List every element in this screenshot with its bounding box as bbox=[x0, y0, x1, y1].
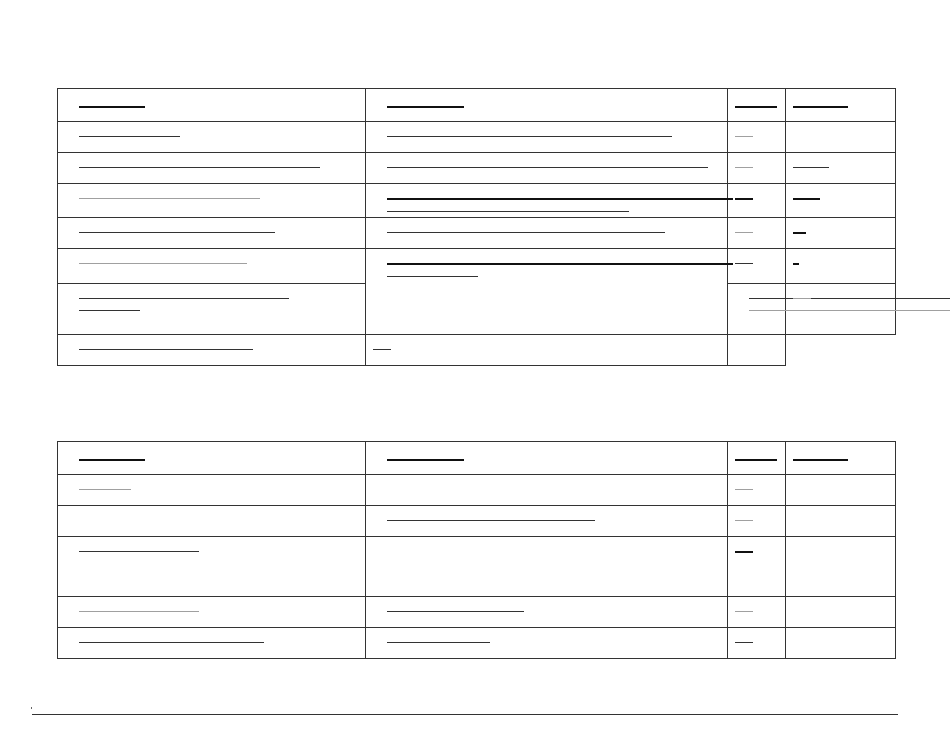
redacted-text bbox=[735, 167, 753, 168]
redacted-text bbox=[79, 167, 320, 168]
table-row bbox=[58, 249, 896, 284]
table-cell bbox=[728, 475, 786, 506]
table-cell bbox=[58, 537, 366, 597]
redacted-text bbox=[735, 611, 753, 612]
table-cell bbox=[728, 249, 786, 284]
redacted-text bbox=[79, 551, 199, 552]
redacted-text bbox=[79, 263, 247, 264]
redacted-text bbox=[79, 349, 253, 350]
table-cell bbox=[366, 184, 728, 218]
table-cell bbox=[786, 628, 896, 659]
table-cell bbox=[366, 597, 728, 628]
table-row bbox=[58, 506, 896, 537]
table-bottom bbox=[57, 441, 896, 659]
table-cell bbox=[366, 249, 728, 335]
redacted-text bbox=[387, 276, 478, 277]
redacted-text bbox=[79, 298, 289, 299]
header-cell bbox=[366, 442, 728, 475]
table-cell bbox=[786, 284, 896, 335]
table-cell bbox=[786, 249, 896, 284]
table-cell bbox=[728, 597, 786, 628]
table-row bbox=[58, 335, 896, 366]
redacted-text bbox=[793, 232, 806, 234]
table-cell bbox=[58, 218, 366, 249]
table-cell bbox=[58, 597, 366, 628]
redacted-header-text bbox=[735, 106, 777, 108]
table-cell bbox=[728, 537, 786, 597]
redacted-text bbox=[387, 611, 524, 612]
redacted-text bbox=[387, 520, 595, 521]
header-cell bbox=[786, 89, 896, 122]
table-cell bbox=[786, 184, 896, 218]
redacted-header-text bbox=[79, 106, 145, 108]
table-cell bbox=[786, 506, 896, 537]
table-cell bbox=[786, 122, 896, 153]
redacted-text bbox=[793, 167, 829, 168]
table-cell bbox=[58, 335, 366, 366]
table-cell bbox=[58, 153, 366, 184]
redacted-text bbox=[387, 198, 733, 200]
table-cell bbox=[786, 218, 896, 249]
table-row bbox=[58, 628, 896, 659]
table-top bbox=[57, 88, 896, 366]
footer-rule bbox=[32, 714, 898, 715]
table-cell bbox=[728, 335, 786, 366]
header-cell bbox=[728, 442, 786, 475]
table-cell bbox=[366, 475, 728, 506]
redacted-text bbox=[79, 198, 260, 199]
table-row bbox=[58, 218, 896, 249]
table-cell bbox=[728, 506, 786, 537]
table-cell bbox=[786, 153, 896, 184]
redacted-text bbox=[79, 642, 264, 643]
redacted-text bbox=[79, 489, 131, 490]
redacted-header-text bbox=[793, 106, 848, 108]
header-cell bbox=[728, 89, 786, 122]
redacted-text bbox=[387, 167, 708, 168]
redacted-text bbox=[387, 263, 733, 265]
redacted-text bbox=[387, 642, 490, 643]
header-cell bbox=[366, 89, 728, 122]
header-cell bbox=[58, 442, 366, 475]
table-cell bbox=[786, 475, 896, 506]
redacted-text bbox=[79, 232, 275, 233]
redacted-header-text bbox=[79, 459, 145, 461]
table-cell bbox=[366, 506, 728, 537]
table-cell bbox=[728, 153, 786, 184]
table-row bbox=[58, 184, 896, 218]
redacted-text bbox=[793, 263, 799, 265]
table-row bbox=[58, 537, 896, 597]
redacted-text bbox=[735, 263, 753, 264]
redacted-text bbox=[79, 310, 140, 311]
table-cell bbox=[58, 475, 366, 506]
redacted-text bbox=[793, 298, 811, 299]
table-cell bbox=[58, 122, 366, 153]
table-cell bbox=[786, 537, 896, 597]
redacted-text bbox=[373, 349, 391, 350]
redacted-text bbox=[735, 136, 753, 137]
table-cell bbox=[366, 628, 728, 659]
redacted-text bbox=[735, 198, 753, 200]
table-cell bbox=[728, 218, 786, 249]
table-row bbox=[58, 122, 896, 153]
table-cell bbox=[366, 122, 728, 153]
redacted-header-text bbox=[387, 459, 464, 461]
table-cell bbox=[58, 284, 366, 335]
redacted-header-text bbox=[735, 459, 777, 461]
table-cell bbox=[728, 122, 786, 153]
redacted-header-text bbox=[387, 106, 464, 108]
redacted-text bbox=[735, 642, 753, 643]
table-cell bbox=[366, 153, 728, 184]
table-header-row bbox=[58, 89, 896, 122]
redacted-text bbox=[79, 611, 199, 612]
table-cell bbox=[728, 284, 786, 335]
table-row bbox=[58, 475, 896, 506]
header-cell bbox=[786, 442, 896, 475]
redacted-header-text bbox=[793, 459, 848, 461]
table-row bbox=[58, 153, 896, 184]
redacted-text bbox=[387, 232, 665, 233]
table-cell bbox=[786, 597, 896, 628]
redacted-text bbox=[387, 136, 672, 137]
redacted-text bbox=[387, 211, 629, 212]
redacted-text bbox=[735, 520, 753, 521]
table-cell bbox=[58, 249, 366, 284]
table-header-row bbox=[58, 442, 896, 475]
table-cell bbox=[366, 537, 728, 597]
table-cell bbox=[58, 184, 366, 218]
table-row bbox=[58, 597, 896, 628]
table-cell bbox=[58, 628, 366, 659]
redacted-text bbox=[79, 136, 180, 137]
table-cell bbox=[728, 628, 786, 659]
table-cell bbox=[58, 506, 366, 537]
redacted-text bbox=[735, 232, 753, 233]
redacted-text bbox=[793, 198, 820, 200]
table-top-body bbox=[58, 89, 896, 366]
table-bottom-body bbox=[58, 442, 896, 659]
header-cell bbox=[58, 89, 366, 122]
table-cell bbox=[366, 335, 728, 366]
footer-mark bbox=[31, 707, 32, 709]
table-cell bbox=[728, 184, 786, 218]
redacted-text bbox=[735, 551, 753, 553]
redacted-text bbox=[735, 489, 753, 490]
table-cell bbox=[366, 218, 728, 249]
